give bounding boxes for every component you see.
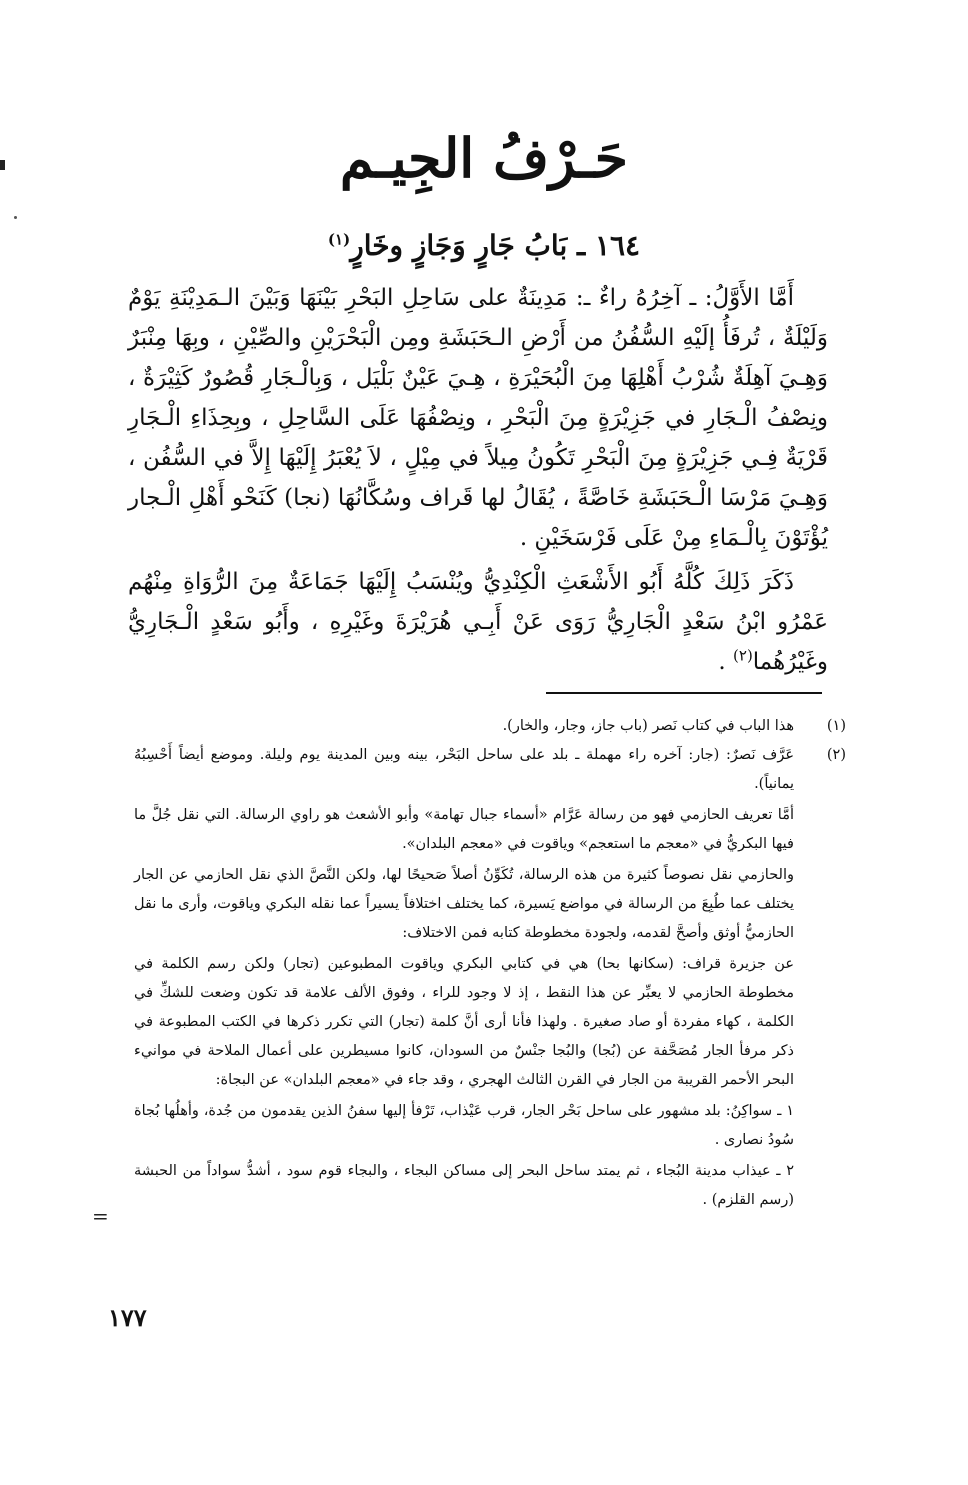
footnote-separator (546, 692, 822, 694)
footnote-paragraph: والحازمي نقل نصوصاً كثيرة من هذه الرسالة، تُكَوِّنُ أصلاً صَحيحًا لها، ولكن النَّصَّ الذي نقل الحازمي عن الجار يختلف عما طُبِعَ من الرسالة في مواضع يَسيرة، كما يختلف اختلافاً يسيراً عما نقله البكري وياقوت، وأرى ما نقل الحازميُّ أوثق وأصحَّ لقدمه، ولجودة مخطوطة كتابه فمن الاختلاف: (134, 867, 794, 941)
main-text (128, 278, 828, 686)
footnote-number: (١) (826, 718, 846, 734)
footnote-text: هذا الباب في كتاب نَصر (باب جاز، وجار، والخار). (502, 718, 794, 734)
chapter-title: حَـرْفُ الجِيـم (339, 126, 629, 190)
page-number: ١٧٧ (108, 1303, 147, 1332)
scan-edge-mark (0, 160, 5, 170)
paragraph-end-mark: . (718, 649, 734, 675)
paragraph-footnote-ref: (٢) (733, 646, 753, 665)
scan-edge-dot (14, 216, 17, 219)
section-heading (200, 226, 768, 266)
footnotes (134, 712, 846, 1215)
footnote-paragraph: عن جزيرة قراف: (سكانها بحا) هي في كتابي البكري وياقوت المطبوعين (تجار) ولكن رسم الكلمة في مخطوطة الحازمي لا يعبِّر عن هذا النقط ، إذ لا وجود للراء ، وفوق الألف علامة قد تكون وضعت للشكِّ في الكلمة ، كهاء مفردة أو صاد صغيرة . ولهذا فأنا أرى أنَّ كلمة (تجار) التي تكرر ذكرها في الكتب المطبوعة في ذكر مرفأ الجار مُصَحَّفة عن (بُجا) والبُجا جنْسٌ من السودان، كانوا مسيطرين على أعمال الملاحة في موانيء البحر الأحمر القريبة من الجار في القرن الثالث الهجري ، وقد جاء في «معجم البلدان» عن البجاة: (134, 956, 794, 1088)
section-footnote-ref: (١) (327, 230, 351, 249)
footnote-number: (٢) (826, 747, 846, 763)
footnote-item (134, 741, 846, 799)
main-paragraph-1: أَمَّا الأَوَّلُ: ـ آخِرُهُ راءٌ ـ: مَدِينَةٌ على سَاحِلِ البَحْرِ بَيْنَهَا وَبَيْنَ الـمَدِيْنَةِ يَوْمٌ وَلَيْلَةٌ ، تُرفَأُ إلَيْهِ السُّفُنُ من أَرْضِ الـحَبَشَةِ ومِن الْبَحْرَيْنِ والصِّيْنِ ، وبِهَا مِنْبَرٌ وَهِـيَ آهِلَةٌ شُرْبُ أَهْلِهَا مِنَ الْبُحَيْرَةِ ، هِـيَ عَيْنٌ بَلْيَل ، وَبِالْـجَارِ قُصُورٌ كَثِيْرَةٌ ، ونِصْفُ الْـجَارِ في جَزِيْرَةٍ مِنَ الْبَحْرِ ، ونِصْفُهَا عَلَى السَّاحِلِ ، وبِحِذَاءِ الْـجَارِ قَرْيَةٌ فِـي جَزِيْرَةٍ مِنَ الْبَحْرِ تَكُونُ مِيلاً في مِيْلٍ ، لاَ يُعْبَرُ إِلَيْهَا إِلاَّ في السُّفُن ، وَهِـيَ مَرْسَا الْـحَبَشَةِ خَاصَّةً ، يُقَالُ لها قَراف وسُكَّانُهَا (نجا) كَنَحْو أَهْلِ الْـجار يُؤْتَوْنَ بِالْـمَاءِ مِنْ عَلَى فَرْسَخَيْنِ . (128, 285, 828, 551)
main-paragraph-2-text: ذَكَرَ ذَلِكَ كُلَّهُ أَبُو الأَشْعَثِ الْكِنْدِيُّ ويُنْسَبُ إِلَيْهَا جَمَاعَةٌ مِنَ الرُّوَاةِ مِنْهُم عَمْرُو ابْنُ سَعْدٍ الْجَارِيُّ رَوَى عَنْ أَبِـي هُرَيْرَةَ وغَيْرِهِ ، وأَبُو سَعْدٍ الْـجَارِيُّ وغَيْرُهُما (128, 569, 828, 675)
footnote-item (134, 712, 846, 741)
main-paragraph-2 (128, 562, 828, 682)
footnote-paragraph: ١ ـ سواكِنُ: بلد مشهور على ساحل بَحْر الجار، قرب عَيْذاب، تَرْفأ إليها سفنُ الذين يقدمون من جُدة، وأهلُها بُجاة سُودُ نصارى . (134, 1103, 794, 1148)
section-heading-text: ١٦٤ ـ بَابُ جَارٍ وَجَازٍ وخَارٍ (350, 229, 641, 262)
footnote-text: عَرَّف نَصرٌ: (جار: آخره راء مهملة ـ بلد على ساحل البَحْر، بينه وبين المدينة يوم وليلة. وموضع أيضاً أَحْسِبُهُ يمانياً). (134, 747, 794, 792)
footnote-paragraph: ٢ ـ عيذاب مدينة البُجاء ، ثم يمتد ساحل البحر إلى مساكن البجاء ، والبجاء قوم سود ، أشدُّ سواداً من الحبشة (رسم القلزم) . (134, 1163, 794, 1208)
footnote-paragraph: أمَّا تعريف الحازمي فهو من رسالة عَرَّام «أسماء جبال تهامة» وأبو الأشعث هو راوي الرسالة. التي نقل جُلَّ ما فيها البكريُّ في «معجم ما استعجم» وياقوت في «معجم البلدان». (134, 807, 794, 852)
margin-mark: = (92, 1204, 109, 1228)
